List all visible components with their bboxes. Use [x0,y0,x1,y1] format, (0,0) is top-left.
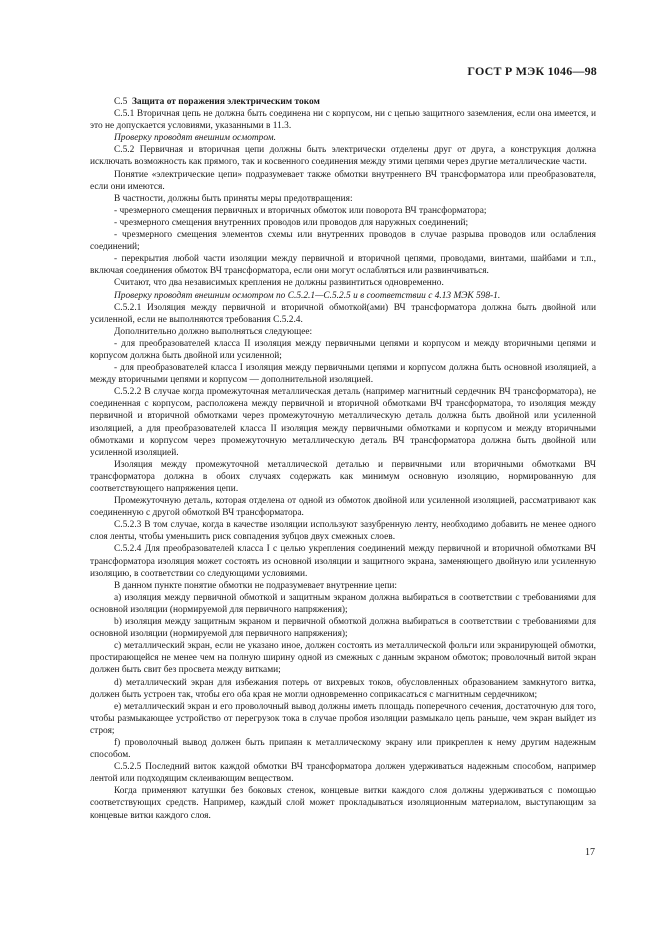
paragraph: Считают, что два независимых крепления не должны развинтиться одновременно. [114,278,444,289]
paragraph: В частности, должны быть приняты меры предотвращения: [114,193,353,204]
paragraph: Изоляция между промежуточной металлической деталью и первичными или вторичными обмотками ВЧ трансформатора должна в обоих случаях содержать как минимум основную изоляцию, нормированную для соответствующего напряжения цепи. [90,459,596,494]
paragraph: С.5.2.5 Последний виток каждой обмотки ВЧ трансформатора должен удерживаться надежным способом, например лентой или подходящим склеивающим веществом. [90,762,596,785]
document-body [90,96,596,822]
list-item: f) проволочный вывод должен быть припаян к металлическому экрану или прикреплен к нему другим надежным способом. [90,737,596,761]
list-item: c) металлический экран, если не указано иное, должен состоять из металлической фольги или экранирующей обмотки, простирающейся не менее чем на полную ширину одной из смежных с данным экраном обмоток; проволочный витой экран должен быть свит без просвета между витками; [90,641,596,676]
paragraph: Промежуточную деталь, которая отделена от одной из обмоток двойной или усиленной изоляцией, рассматривают как соединенную с другой обмоткой ВЧ трансформатора. [90,496,596,519]
page-number: 17 [585,847,595,858]
paragraph: С.5.2.3 В том случае, когда в качестве изоляции используют зазубренную ленту, необходимо добавить не менее одного слоя ленты, чтобы уменьшить риск совпадения зубцов двух смежных слоев. [90,520,596,543]
paragraph: Когда применяют катушки без боковых стенок, концевые витки каждого слоя должны удерживаться с помощью соответствующих средств. Например, каждый слой может прокладываться изоляционным материалом, выступающим за концевые витки каждого слоя. [90,786,596,821]
paragraph: С.5.1 Вторичная цепь не должна быть соединена ни с корпусом, ни с цепью защитного заземления, если она имеется, и это не допускается условиями, указанными в 11.3. [90,109,596,132]
section-title: Защита от поражения электрическим током [131,97,320,107]
document-code-header: ГОСТ Р МЭК 1046—98 [467,64,597,78]
section-number: С.5 [114,97,128,107]
list-item: b) изоляция между защитным экраном и первичной обмоткой должна выбираться в соответствии с требованиями для основной изоляции (нормируемой для первичного напряжения); [90,617,596,640]
paragraph-inspection-note: Проверку проводят внешним осмотром по С.5.2.1—С.5.2.5 и в соответствии с 4.13 МЭК 598-1. [114,290,501,301]
list-item: d) металлический экран для избежания потерь от вихревых токов, обусловленных образованием замкнутого витка, должен быть устроен так, чтобы его оба края не могли одновременно соприкасаться с магнитным сердечником; [90,677,596,700]
paragraph-inspection-note: Проверку проводят внешним осмотром. [114,133,276,144]
paragraph: С.5.2 Первичная и вторичная цепи должны быть электрически отделены друг от друга, а конструкция должна исключать возможность как прямого, так и косвенного соединения между этими цепями через другие металлические части. [90,145,596,168]
list-item: - перекрытия любой части изоляции между первичной и вторичной цепями, проводами, винтами, шайбами и т.п., включая соединения обмоток ВЧ трансформатора, если они могут ослабляться или развинчиваться. [90,254,596,277]
list-item: - чрезмерного смещения внутренних проводов или проводов для наружных соединений; [114,217,469,228]
list-item: - чрезмерного смещения элементов схемы или внутренних проводов в случае разрыва проводов или ослабления соединений; [90,230,596,253]
paragraph: С.5.2.2 В случае когда промежуточная металлическая деталь (например магнитный сердечник ВЧ трансформатора), не соединенная с корпусом, расположена между первичной и вторичной обмотками ВЧ трансформатора, то изоляция между первичной и вторичной обмотками через промежуточную металлическую деталь должна быть двойной или усиленной изоляцией, а для преобразователей класса II изоляция между первичными обмотками и корпусом и между вторичными обмотками и корпусом через промежуточную металлическую деталь ВЧ трансформатора должна быть двойной или усиленной изоляцией. [90,387,596,458]
list-item: e) металлический экран и его проволочный вывод должны иметь площадь поперечного сечения, достаточную для того, чтобы размыкающее устройство от перегрузок тока в случае пробоя изоляции размыкало цепь раньше, чем экран выйдет из строя; [90,701,596,736]
paragraph: Дополнительно должно выполняться следующее: [114,326,313,337]
paragraph: С.5.2.1 Изоляция между первичной и вторичной обмоткой(ами) ВЧ трансформатора должна быть двойной или усиленной, если не выполняются требования С.5.2.4. [90,302,596,325]
list-item: a) изоляция между первичной обмоткой и защитным экраном должна выбираться в соответствии с требованиями для основной изоляции (нормируемой для первичного напряжения); [90,592,596,615]
list-item: - чрезмерного смещения первичных и вторичных обмоток или поворота ВЧ трансформатора; [114,205,487,216]
paragraph: В данном пункте понятие обмотки не подразумевает внутренние цепи: [114,580,397,591]
section-heading [90,96,596,108]
paragraph: Понятие «электрические цепи» подразумевает также обмотки внутреннего ВЧ трансформатора или преобразователя, если они имеются. [90,169,596,192]
paragraph: С.5.2.4 Для преобразователей класса I с целью укрепления соединений между первичной и вторичной обмотками ВЧ трансформатора изоляция может состоять из основной изоляции и защитного экрана, заменяющего двойную или усиленную изоляцию, в соответствии со следующими условиями. [90,544,596,579]
list-item: - для преобразователей класса I изоляция между первичными цепями и корпусом должна быть основной изоляцией, а между вторичными цепями и корпусом — дополнительной изоляцией. [90,363,596,386]
list-item: - для преобразователей класса II изоляция между первичными цепями и корпусом и между вторичными цепями и корпусом должна быть двойной или усиленной; [90,338,596,361]
